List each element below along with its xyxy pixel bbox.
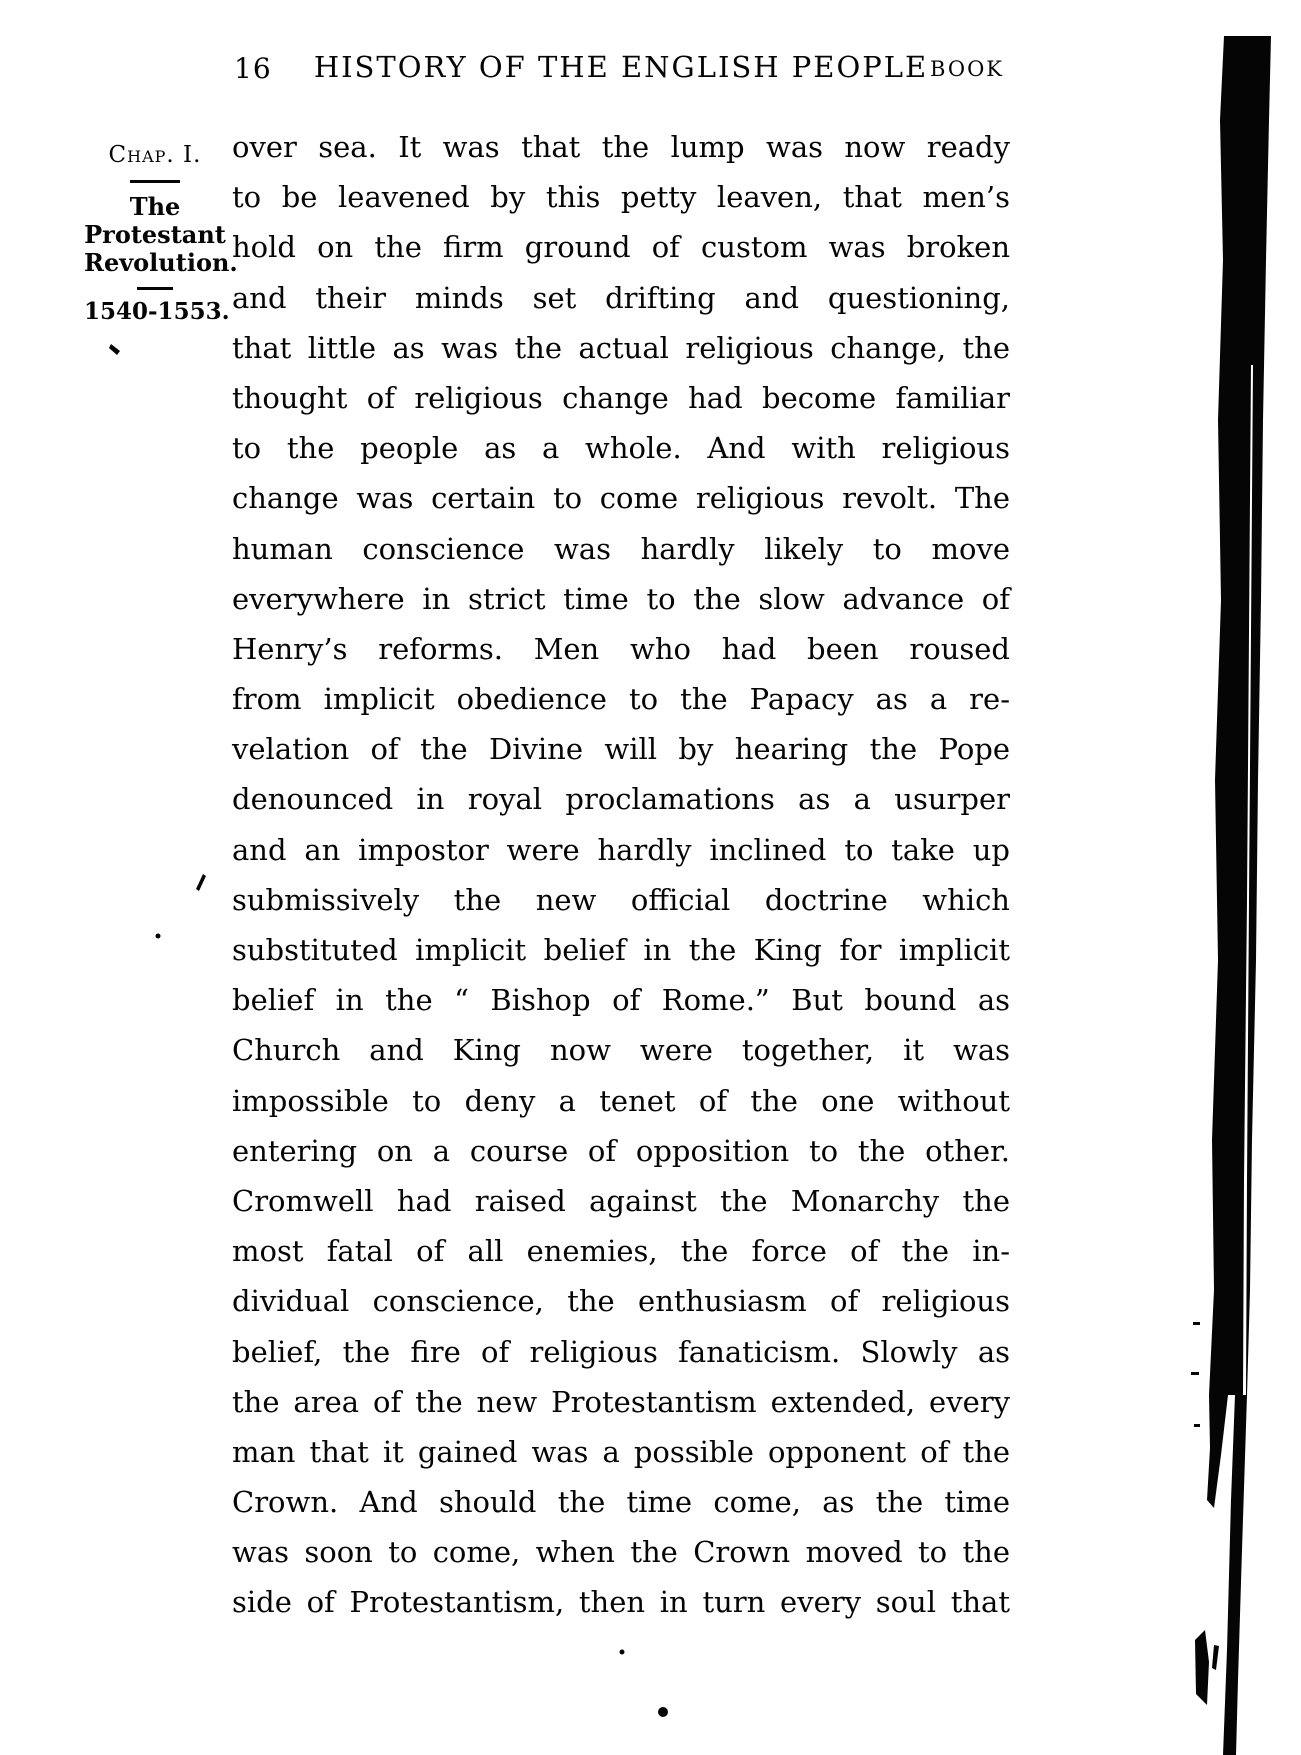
- scan-fleck: [1191, 1372, 1199, 1375]
- body-line: most fatal of all enemies, the force of the in-: [232, 1234, 1010, 1269]
- scan-streak-right: [1223, 1395, 1247, 1755]
- margin-rule: [130, 180, 180, 183]
- body-line: human conscience was hardly likely to move: [232, 531, 1010, 566]
- margin-date-range: 1540-1553.: [84, 298, 230, 325]
- scan-bar-crack: [1243, 365, 1253, 1395]
- scan-streak-left: [1207, 1395, 1228, 1508]
- scan-squiggle: [1212, 1645, 1219, 1670]
- margin-rule: [137, 287, 173, 290]
- running-header: [232, 50, 1010, 86]
- ink-dot: [620, 1650, 625, 1655]
- body-line: hold on the firm ground of custom was broken: [232, 230, 1010, 265]
- scan-fleck: [1194, 1424, 1200, 1427]
- body-line: substituted implicit belief in the King for implicit: [232, 933, 1010, 967]
- margin-slash-speck: [196, 874, 206, 891]
- scan-fleck: [1193, 1322, 1200, 1325]
- body-line: and their minds set drifting and questioning,: [232, 280, 1010, 315]
- body-line: denounced in royal proclamations as a usurper: [232, 782, 1010, 817]
- scan-binding-bar: [1209, 36, 1271, 1395]
- body-line: and an impostor were hardly inclined to take up: [232, 832, 1010, 867]
- body-line: to be leavened by this petty leaven, that men’s: [232, 180, 1010, 215]
- body-line: velation of the Divine will by hearing the Pope: [232, 732, 1010, 767]
- body-line: entering on a course of opposition to the other.: [232, 1133, 1010, 1168]
- body-line: thought of religious change had become familiar: [232, 380, 1010, 415]
- body-line: side of Protestantism, then in turn every soul that: [232, 1585, 1010, 1620]
- body-line: belief, the fire of religious fanaticism. Slowly as: [232, 1334, 1010, 1369]
- body-line: over sea. It was that the lump was now ready: [232, 130, 1010, 164]
- running-title: HISTORY OF THE ENGLISH PEOPLE: [313, 50, 929, 84]
- body-text: [232, 130, 1010, 1636]
- body-line: belief in the “ Bishop of Rome.” But bound as: [232, 983, 1010, 1018]
- body-line: change was certain to come religious revolt. The: [232, 481, 1010, 516]
- body-line: submissively the new official doctrine which: [232, 882, 1010, 917]
- body-line: man that it gained was a possible opponent of the: [232, 1434, 1010, 1469]
- body-line: Crown. And should the time come, as the time: [232, 1485, 1010, 1520]
- margin-tick: [109, 344, 120, 355]
- running-book-label: BOOK: [930, 57, 1004, 81]
- body-line: Henry’s reforms. Men who had been roused: [232, 631, 1010, 666]
- body-line: that little as was the actual religious change, the: [232, 330, 1010, 365]
- body-line: to the people as a whole. And with religious: [232, 431, 1010, 466]
- chapter-label: Chap. I.: [108, 142, 202, 168]
- margin-note-title: The Protestant Revolution.: [84, 192, 238, 277]
- body-line: from implicit obedience to the Papacy as a re-: [232, 682, 1010, 717]
- body-line: dividual conscience, the enthusiasm of religious: [232, 1284, 1010, 1319]
- scan-blob: [1195, 1630, 1209, 1705]
- body-line: the area of the new Protestantism extended, every: [232, 1384, 1010, 1419]
- body-line: Church and King now were together, it was: [232, 1033, 1010, 1068]
- margin-notes: [84, 142, 238, 325]
- body-line: Cromwell had raised against the Monarchy the: [232, 1183, 1010, 1218]
- body-line: impossible to deny a tenet of the one without: [232, 1083, 1010, 1118]
- ink-dot: [658, 1707, 668, 1717]
- margin-dot-speck: [156, 934, 161, 939]
- body-line: everywhere in strict time to the slow advance of: [232, 581, 1010, 616]
- page-number: 16: [234, 52, 272, 85]
- body-line: was soon to come, when the Crown moved to the: [232, 1535, 1010, 1570]
